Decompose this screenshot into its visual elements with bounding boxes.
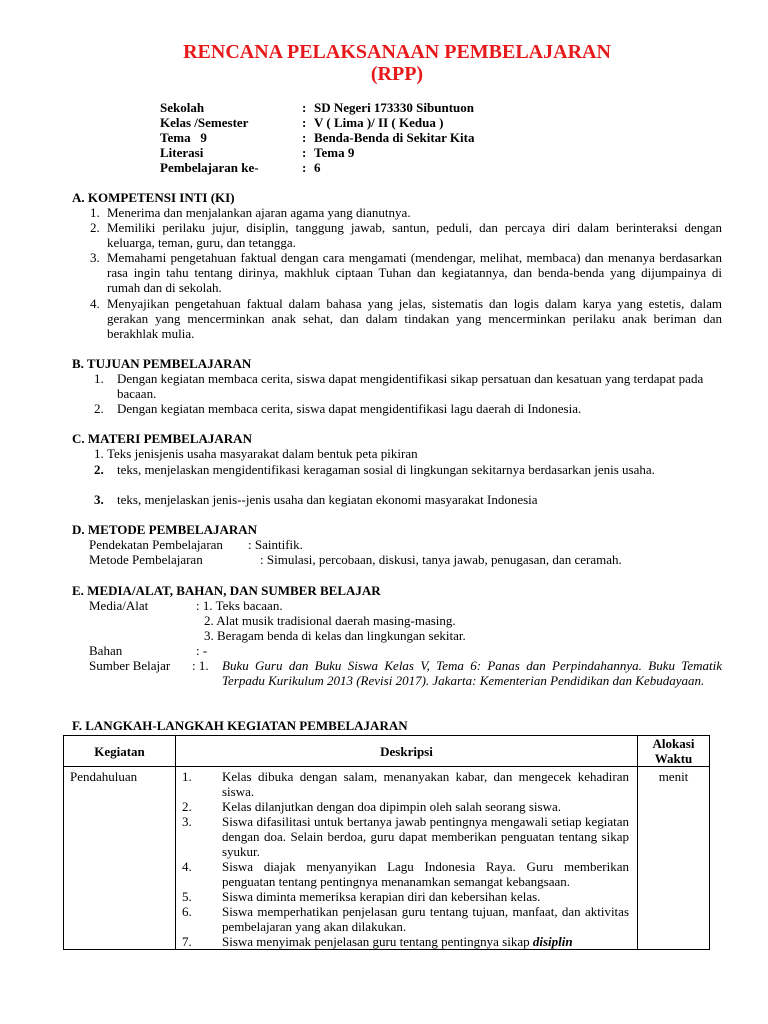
item-text: Dengan kegiatan membaca cerita, siswa dapat mengidentifikasi sikap persatuan dan kesatuan yang terdapat pada bacaan. bbox=[117, 371, 704, 401]
sumber-prefix: : 1. bbox=[192, 658, 209, 673]
bahan-value: : - bbox=[196, 643, 208, 658]
step-number: 1. bbox=[182, 769, 192, 784]
list-item bbox=[90, 296, 722, 341]
identity-colon: : bbox=[302, 145, 307, 160]
row-deskripsi bbox=[176, 767, 638, 950]
metode-label: Metode Pembelajaran bbox=[89, 552, 203, 567]
table-header-row bbox=[64, 736, 710, 767]
section-b-heading: B. TUJUAN PEMBELAJARAN bbox=[72, 356, 252, 371]
item-text: teks, menjelaskan mengidentifikasi keragaman sosial di lingkungan sekitarnya berdasarkan jenis usaha. bbox=[117, 462, 655, 477]
identity-colon: : bbox=[302, 115, 307, 130]
step-number: 7. bbox=[182, 934, 192, 949]
identity-colon: : bbox=[302, 100, 307, 115]
item-number: 3. bbox=[94, 492, 104, 507]
identity-colon: : bbox=[302, 130, 307, 145]
step-number: 3. bbox=[182, 814, 192, 829]
identity-value: Tema 9 bbox=[314, 145, 355, 160]
item-text: Dengan kegiatan membaca cerita, siswa dapat mengidentifikasi lagu daerah di Indonesia. bbox=[117, 401, 582, 416]
step-item bbox=[176, 814, 637, 859]
title-line-2: (RPP) bbox=[370, 63, 424, 85]
section-d-heading: D. METODE PEMBELAJARAN bbox=[72, 522, 258, 537]
step-text: Siswa menyimak penjelasan guru tentang pentingnya sikap bbox=[222, 934, 530, 949]
list-item bbox=[94, 462, 714, 477]
item-number: 1. bbox=[94, 371, 104, 386]
item-number: 4. bbox=[90, 296, 100, 311]
media-label: Media/Alat bbox=[89, 598, 149, 613]
sumber-text: Buku Guru dan Buku Siswa Kelas V, Tema 6: Panas dan Perpindahannya. Buku Tematik Terpadu Kurikulum 2013 (Revisi 2017). Jakarta: Kementerian Pendidikan dan Kebudayaan. bbox=[222, 658, 722, 688]
list-item bbox=[90, 220, 722, 250]
header-alokasi: Alokasi Waktu bbox=[638, 736, 710, 767]
section-c-heading: C. MATERI PEMBELAJARAN bbox=[72, 431, 252, 446]
step-text: Kelas dibuka dengan salam, menanyakan kabar, dan mengecek kehadiran siswa. bbox=[222, 769, 629, 799]
section-f-heading: F. LANGKAH-LANGKAH KEGIATAN PEMBELAJARAN bbox=[72, 718, 408, 733]
step-number: 5. bbox=[182, 889, 192, 904]
step-item bbox=[176, 799, 637, 814]
step-number: 2. bbox=[182, 799, 192, 814]
item-text: teks, menjelaskan jenis--jenis usaha dan kegiatan ekonomi masyarakat Indonesia bbox=[117, 492, 538, 507]
identity-value: V ( Lima )/ II ( Kedua ) bbox=[314, 115, 444, 130]
list-item bbox=[90, 250, 722, 295]
step-item bbox=[176, 859, 637, 889]
identity-label: Tema 9 bbox=[160, 130, 207, 145]
pendekatan-label: Pendekatan Pembelajaran bbox=[89, 537, 223, 552]
step-item bbox=[176, 904, 637, 934]
section-a-heading: A. KOMPETENSI INTI (KI) bbox=[72, 190, 235, 205]
table-row bbox=[64, 767, 710, 950]
step-text: Siswa difasilitasi untuk bertanya jawab pentingnya mengawali setiap kegiatan dengan doa. Selain berdoa, guru dapat memberikan penguatan tentang sikap syukur. bbox=[222, 814, 629, 859]
sumber-label: Sumber Belajar bbox=[89, 658, 171, 673]
step-item bbox=[176, 769, 637, 799]
item-text: Teks jenisjenis usaha masyarakat dalam bentuk peta pikiran bbox=[107, 446, 418, 461]
step-item bbox=[176, 889, 637, 904]
identity-value: Benda-Benda di Sekitar Kita bbox=[314, 130, 475, 145]
item-number: 1. bbox=[94, 446, 104, 461]
header-kegiatan: Kegiatan bbox=[64, 736, 176, 767]
identity-label: Sekolah bbox=[160, 100, 205, 115]
step-emphasis: disiplin bbox=[532, 934, 573, 949]
step-text: Siswa diminta memeriksa kerapian diri dan kebersihan kelas. bbox=[222, 889, 541, 904]
item-number: 2. bbox=[94, 462, 104, 477]
metode-value: : Simulasi, percobaan, diskusi, tanya jawab, penugasan, dan ceramah. bbox=[260, 552, 622, 567]
item-number: 2. bbox=[94, 401, 104, 416]
step-text: Kelas dilanjutkan dengan doa dipimpin oleh salah seorang siswa. bbox=[222, 799, 562, 814]
item-text: Memahami pengetahuan faktual dengan cara mengamati (mendengar, melihat, membaca) dan menanya berdasarkan rasa ingin tahu tentang dirinya, makhluk ciptaan Tuhan dan kegiatannya, dan benda-benda yang dijumpainya di rumah dan di sekolah. bbox=[107, 250, 722, 295]
row-alokasi: menit bbox=[638, 767, 710, 950]
identity-value: 6 bbox=[314, 160, 321, 175]
media-item: 3. Beragam benda di kelas dan lingkungan sekitar. bbox=[204, 628, 466, 643]
item-number: 2. bbox=[90, 220, 100, 235]
list-item bbox=[94, 446, 714, 461]
item-number: 1. bbox=[90, 205, 100, 220]
item-text: Memiliki perilaku jujur, disiplin, tanggung jawab, santun, peduli, dan percaya diri dalam berinteraksi dengan keluarga, teman, guru, dan tetangga. bbox=[107, 220, 722, 250]
item-text: Menyajikan pengetahuan faktual dalam bahasa yang jelas, sistematis dan logis dalam karya yang estetis, dalam gerakan yang mencerminkan anak sehat, dan dalam tindakan yang mencerminkan perilaku anak beriman dan berakhlak mulia. bbox=[107, 296, 722, 341]
activity-table bbox=[63, 735, 710, 950]
list-item bbox=[94, 492, 714, 507]
identity-label: Literasi bbox=[160, 145, 204, 160]
title-line-1: RENCANA PELAKSANAAN PEMBELAJARAN bbox=[183, 41, 611, 63]
item-number: 3. bbox=[90, 250, 100, 265]
list-item bbox=[94, 371, 718, 401]
media-item: 2. Alat musik tradisional daerah masing-masing. bbox=[204, 613, 456, 628]
identity-label: Kelas /Semester bbox=[160, 115, 249, 130]
step-number: 4. bbox=[182, 859, 192, 874]
identity-colon: : bbox=[302, 160, 307, 175]
step-item bbox=[176, 934, 637, 949]
section-e-heading: E. MEDIA/ALAT, BAHAN, DAN SUMBER BELAJAR bbox=[72, 583, 381, 598]
list-item bbox=[90, 205, 722, 220]
identity-value: SD Negeri 173330 Sibuntuon bbox=[314, 100, 474, 115]
pendekatan-value: : Saintifik. bbox=[248, 537, 303, 552]
step-number: 6. bbox=[182, 904, 192, 919]
identity-label: Pembelajaran ke- bbox=[160, 160, 259, 175]
step-text: Siswa memperhatikan penjelasan guru tentang tujuan, manfaat, dan aktivitas pembelajaran yang akan dilakukan. bbox=[222, 904, 629, 934]
step-text: Siswa diajak menyanyikan Lagu Indonesia Raya. Guru memberikan penguatan tentang pentingnya menanamkan semangat kebangsaan. bbox=[222, 859, 629, 889]
item-text: Menerima dan menjalankan ajaran agama yang dianutnya. bbox=[107, 205, 411, 220]
list-item bbox=[94, 401, 718, 416]
media-item: : 1. Teks bacaan. bbox=[196, 598, 283, 613]
row-kegiatan: Pendahuluan bbox=[64, 767, 176, 950]
header-deskripsi: Deskripsi bbox=[176, 736, 638, 767]
bahan-label: Bahan bbox=[89, 643, 123, 658]
